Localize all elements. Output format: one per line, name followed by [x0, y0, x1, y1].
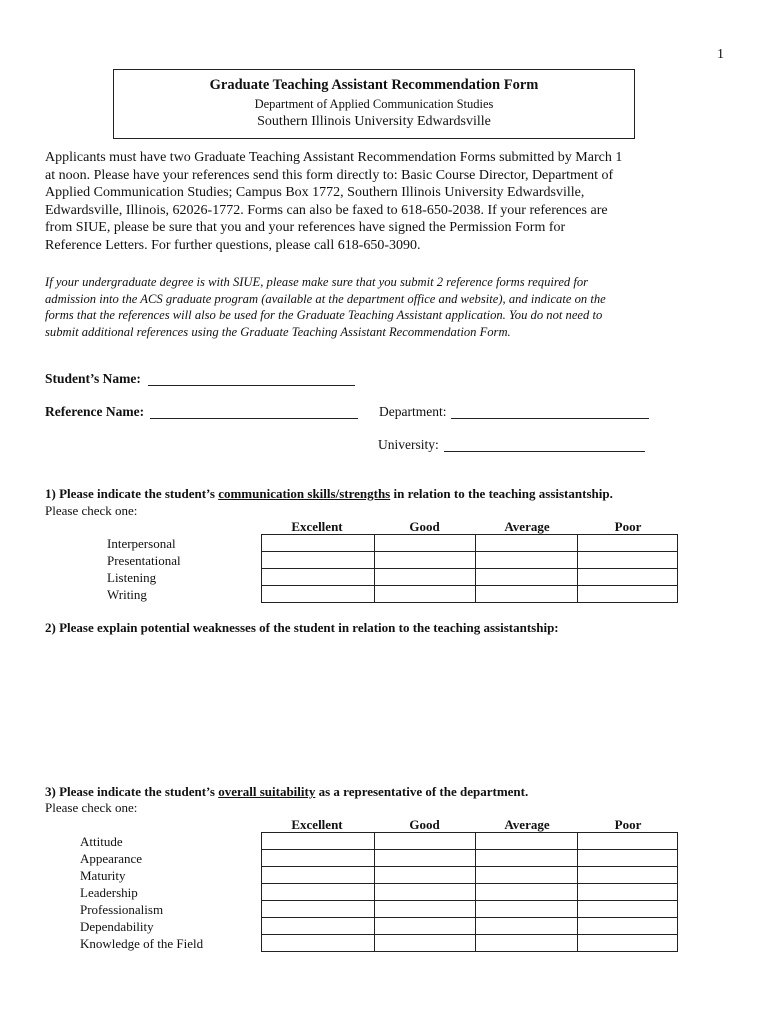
- rating-cell[interactable]: [374, 935, 476, 952]
- q3-underlined: overall suitability: [218, 784, 316, 799]
- intro-line: Edwardsville, Illinois, 62026-1772. Forms can also be faxed to 618-650-2038. If your references are: [45, 202, 608, 218]
- rating-cell[interactable]: [476, 901, 578, 918]
- form-title: Graduate Teaching Assistant Recommendation Form: [209, 77, 539, 93]
- question-3: [45, 784, 528, 800]
- rating-cell[interactable]: [476, 833, 578, 850]
- rating-cell[interactable]: [262, 884, 375, 901]
- university-line[interactable]: [444, 451, 645, 452]
- rating-cell[interactable]: [578, 586, 678, 603]
- rating-cell[interactable]: [374, 552, 476, 569]
- rating-cell[interactable]: [476, 569, 578, 586]
- q1-suffix: in relation to the teaching assistantship.: [390, 486, 613, 501]
- q1-header-poor: Poor: [614, 519, 642, 534]
- rating-cell[interactable]: [262, 850, 375, 867]
- q3-item-knowledge: Knowledge of the Field: [80, 936, 204, 951]
- rating-cell[interactable]: [374, 884, 476, 901]
- department-label: Department:: [379, 404, 447, 419]
- reference-name-label: Reference Name:: [45, 404, 145, 419]
- q1-item-writing: Writing: [107, 587, 147, 602]
- rating-cell[interactable]: [262, 586, 375, 603]
- note-line: forms that the references will also be used for the Graduate Teaching Assistant application. You do not need to: [45, 308, 603, 322]
- page-number: 1: [717, 47, 724, 62]
- q3-header-poor: Poor: [614, 817, 642, 832]
- rating-cell[interactable]: [578, 867, 678, 884]
- rating-cell[interactable]: [578, 850, 678, 867]
- rating-cell[interactable]: [476, 535, 578, 552]
- student-name-field: [45, 371, 141, 387]
- table-row: [262, 867, 678, 884]
- rating-cell[interactable]: [578, 884, 678, 901]
- question-1: [45, 486, 613, 502]
- form-header-box: [113, 69, 635, 139]
- question-2: 2) Please explain potential weaknesses of the student in relation to the teaching assistantship:: [45, 620, 559, 635]
- rating-cell[interactable]: [578, 569, 678, 586]
- rating-cell[interactable]: [476, 850, 578, 867]
- note-line: submit additional references using the Graduate Teaching Assistant Recommendation Form.: [45, 324, 511, 339]
- rating-cell[interactable]: [578, 918, 678, 935]
- rating-cell[interactable]: [374, 586, 476, 603]
- q3-item-dependability: Dependability: [80, 919, 154, 934]
- q1-item-interpersonal: Interpersonal: [107, 536, 176, 551]
- rating-cell[interactable]: [578, 833, 678, 850]
- q3-header-average: Average: [504, 817, 550, 832]
- q1-underlined: communication skills/strengths: [218, 486, 391, 501]
- q3-check-one: Please check one:: [45, 800, 138, 815]
- q3-prefix: 3) Please indicate the student’s: [45, 784, 219, 799]
- q3-item-appearance: Appearance: [80, 851, 143, 866]
- q3-header-good: Good: [409, 817, 440, 832]
- q1-header-excellent: Excellent: [291, 519, 343, 534]
- q3-item-leadership: Leadership: [80, 885, 138, 900]
- note-line: If your undergraduate degree is with SIUE, please make sure that you submit 2 reference forms required for: [45, 275, 589, 289]
- q3-header-excellent: Excellent: [291, 817, 343, 832]
- table-row: [262, 935, 678, 952]
- university-name: Southern Illinois University Edwardsville: [257, 114, 491, 129]
- rating-cell[interactable]: [374, 569, 476, 586]
- note-line: admission into the ACS graduate program (available at the department office and website), and indicate on the: [45, 291, 606, 306]
- intro-paragraph: [45, 149, 685, 254]
- intro-line: at noon. Please have your references send this form directly to: Basic Course Director, Department of: [45, 167, 614, 183]
- intro-line: Applied Communication Studies; Campus Box 1772, Southern Illinois University Edwardsville,: [45, 185, 585, 200]
- table-row: [262, 535, 678, 552]
- table-row: [262, 569, 678, 586]
- q1-item-presentational: Presentational: [107, 553, 181, 568]
- q3-suffix: as a representative of the department.: [315, 784, 529, 799]
- intro-line: Applicants must have two Graduate Teaching Assistant Recommendation Forms submitted by March 1: [45, 150, 623, 165]
- intro-line: from SIUE, please be sure that you and your references have signed the Permission Form for: [45, 220, 566, 235]
- q3-item-professionalism: Professionalism: [80, 902, 164, 917]
- department-line[interactable]: [451, 418, 649, 419]
- rating-cell[interactable]: [262, 833, 375, 850]
- rating-cell[interactable]: [578, 935, 678, 952]
- table-row: [262, 918, 678, 935]
- rating-cell[interactable]: [374, 535, 476, 552]
- rating-cell[interactable]: [374, 833, 476, 850]
- rating-cell[interactable]: [476, 586, 578, 603]
- rating-cell[interactable]: [476, 918, 578, 935]
- table-row: [262, 586, 678, 603]
- q1-check-one: Please check one:: [45, 503, 138, 518]
- student-name-line[interactable]: [148, 385, 355, 386]
- university-label: University:: [378, 437, 439, 452]
- q1-item-listening: Listening: [107, 570, 157, 585]
- rating-cell[interactable]: [262, 552, 375, 569]
- table-row: [262, 884, 678, 901]
- rating-cell[interactable]: [476, 552, 578, 569]
- rating-cell[interactable]: [262, 535, 375, 552]
- q2-answer-area[interactable]: [45, 640, 685, 775]
- rating-cell[interactable]: [374, 901, 476, 918]
- rating-cell[interactable]: [262, 867, 375, 884]
- q3-item-maturity: Maturity: [80, 868, 126, 883]
- table-row: [262, 552, 678, 569]
- department-name: Department of Applied Communication Studies: [254, 97, 494, 111]
- rating-cell[interactable]: [476, 935, 578, 952]
- student-name-label: Student’s Name:: [45, 371, 141, 386]
- rating-cell[interactable]: [262, 901, 375, 918]
- siue-note: [45, 274, 685, 340]
- q1-prefix: 1) Please indicate the student’s: [45, 486, 219, 501]
- rating-cell[interactable]: [374, 850, 476, 867]
- table-row: [262, 850, 678, 867]
- rating-cell[interactable]: [578, 901, 678, 918]
- rating-cell[interactable]: [262, 569, 375, 586]
- rating-cell[interactable]: [578, 552, 678, 569]
- reference-name-line[interactable]: [150, 418, 358, 419]
- q1-rating-grid: [261, 534, 678, 603]
- intro-line: Reference Letters. For further questions, please call 618-650-3090.: [45, 237, 421, 253]
- rating-cell[interactable]: [578, 535, 678, 552]
- rating-cell[interactable]: [262, 935, 375, 952]
- rating-cell[interactable]: [262, 918, 375, 935]
- q1-header-good: Good: [409, 519, 440, 534]
- q1-header-average: Average: [504, 519, 550, 534]
- q3-item-attitude: Attitude: [80, 834, 123, 849]
- table-row: [262, 901, 678, 918]
- rating-cell[interactable]: [476, 884, 578, 901]
- rating-cell[interactable]: [374, 918, 476, 935]
- table-row: [262, 833, 678, 850]
- q3-rating-grid: [261, 832, 678, 952]
- rating-cell[interactable]: [476, 867, 578, 884]
- reference-name-field: [45, 404, 144, 420]
- rating-cell[interactable]: [374, 867, 476, 884]
